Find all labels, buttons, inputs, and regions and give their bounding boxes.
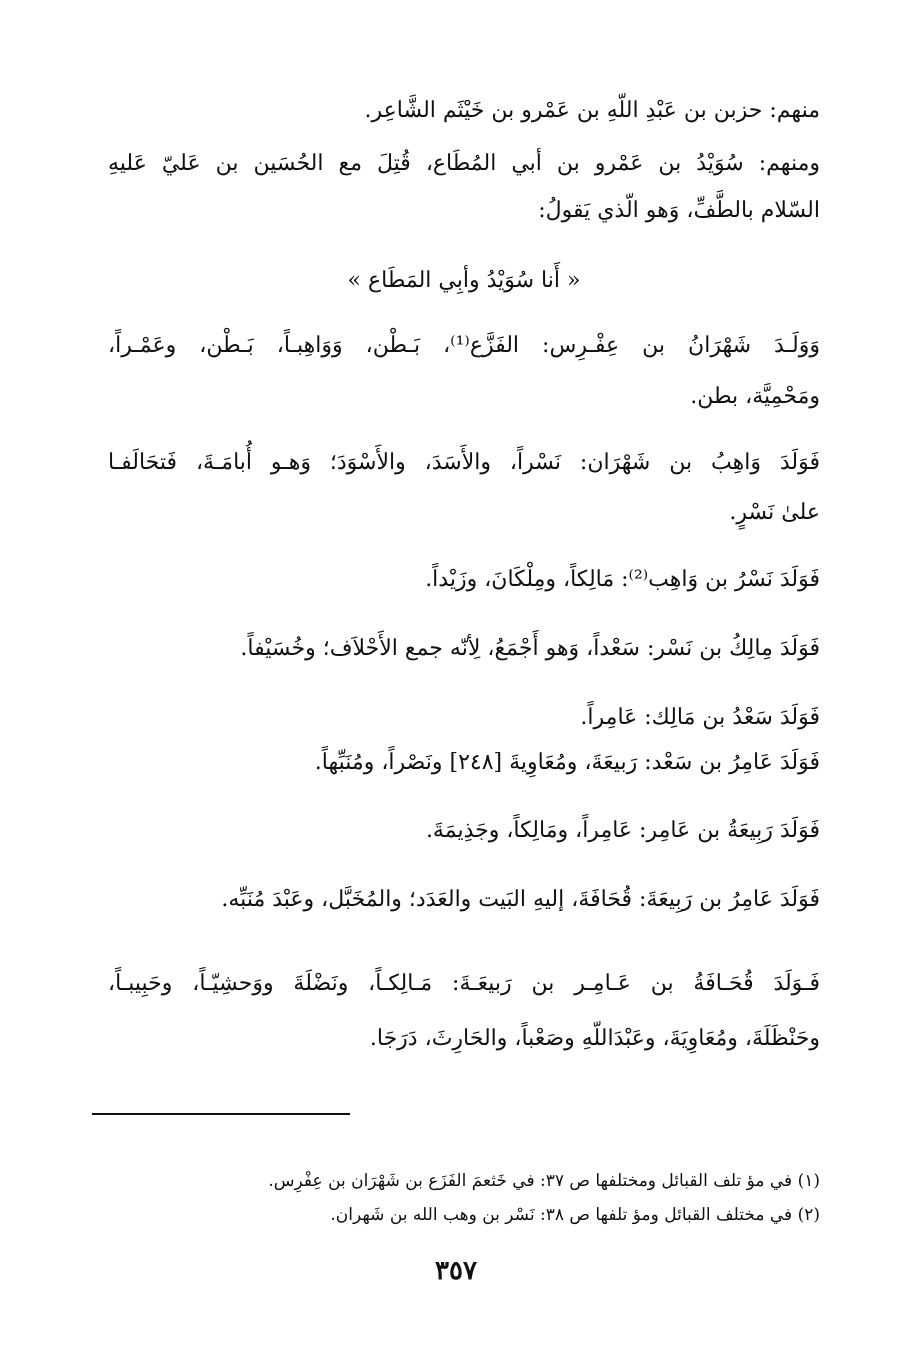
text-line-16: وحَنْظَلَةَ، ومُعَاوِيَةَ، وعَبْدَاللّهِ وصَعْباً، والحَارِثَ، دَرَجَا. bbox=[369, 1026, 820, 1051]
text-line-14: فَوَلَدَ عَامِرُ بن رَبِيعَةَ: قُحَافَةَ، إليهِ البَيت والعَدَد؛ والمُخَبَّل، وعَبْدَ مُنَبِّه. bbox=[221, 887, 820, 912]
text-line-7: فَوَلَدَ وَاهِبُ بن شَهْرَان: نَسْراً، والأَسَدَ، والأَسْوَدَ؛ وَهـو أُبامَـةَ، فَتحَالَفـا bbox=[108, 450, 820, 475]
text-line-9: فَوَلَدَ نَسْرُ بن وَاهِب⁽²⁾: مَالِكاً، ومِلْكَانَ، وزَيْداً. bbox=[425, 567, 820, 592]
text-line-13: فَوَلَدَ رَبِيعَةُ بن عَامِر: عَامِراً، ومَالِكاً، وجَذِيمَةَ. bbox=[425, 818, 820, 843]
footnote-2: (٢) في مختلف القبائل ومؤ تلفها ص ٣٨: نَسْر بن وهب الله بن شَهران. bbox=[330, 1205, 820, 1225]
text-line-10: فَوَلَدَ مِالِكُ بن نَسْر: سَعْداً، وَهو أَجْمَعُ، لِأنّه جمع الأَحْلاَف؛ وخُسَيْفاً. bbox=[240, 636, 820, 661]
verse-line: « أَنا سُوَيْدُ وأبِي المَطَاع » bbox=[347, 268, 581, 293]
text-line-8: علىٰ نَسْرٍ. bbox=[729, 500, 820, 525]
text-line-3: السّلام بالطَّفِّ، وَهو الّذي يَقولُ: bbox=[538, 198, 820, 223]
text-line-5: وَوَلَـدَ شَهْرَانُ بن عِفْـرِس: الفَزَّع⁽¹⁾، بَـطْن، وَوَاهِبـاً، بَـطْن، وعَمْـراً، bbox=[108, 333, 820, 358]
footnote-separator bbox=[92, 1113, 350, 1115]
text-line-15: فَـوَلَدَ قُحَـافَةُ بن عَـامِـر بن رَبيعَـةَ: مَـالِكـاً، ونَضْلَةَ ووَحشِيّـاً، وحَبِيبـاً، bbox=[108, 971, 820, 996]
page-number: ٣٥٧ bbox=[435, 1256, 477, 1286]
text-line-2: ومنهم: سُوَيْدُ بن عَمْرو بن أبي المُطَاع، قُتِلَ مع الحُسَين بن عَليّ عَليهِ bbox=[108, 151, 820, 176]
footnote-1: (١) في مؤ تلف القبائل ومختلفها ص ٣٧: في خَثعمَ الفَزَع بن شَهْرَان بن عِفْرِس. bbox=[268, 1171, 820, 1191]
text-line-11: فَوَلَدَ سَعْدُ بن مَالِك: عَامِراً. bbox=[580, 705, 820, 730]
text-line-12: فَوَلَدَ عَامِرُ بن سَعْد: رَبيعَةَ، ومُعَاوِيةَ [٢٤٨] ونَصْراً، ومُنَبِّهاً. bbox=[314, 750, 820, 775]
text-line-1: منهم: حزبن بن عَبْدِ اللّهِ بن عَمْرو بن خَيْثَم الشَّاعِر. bbox=[364, 98, 820, 123]
text-line-6: ومَحْمِيَّة، بطن. bbox=[690, 384, 820, 409]
